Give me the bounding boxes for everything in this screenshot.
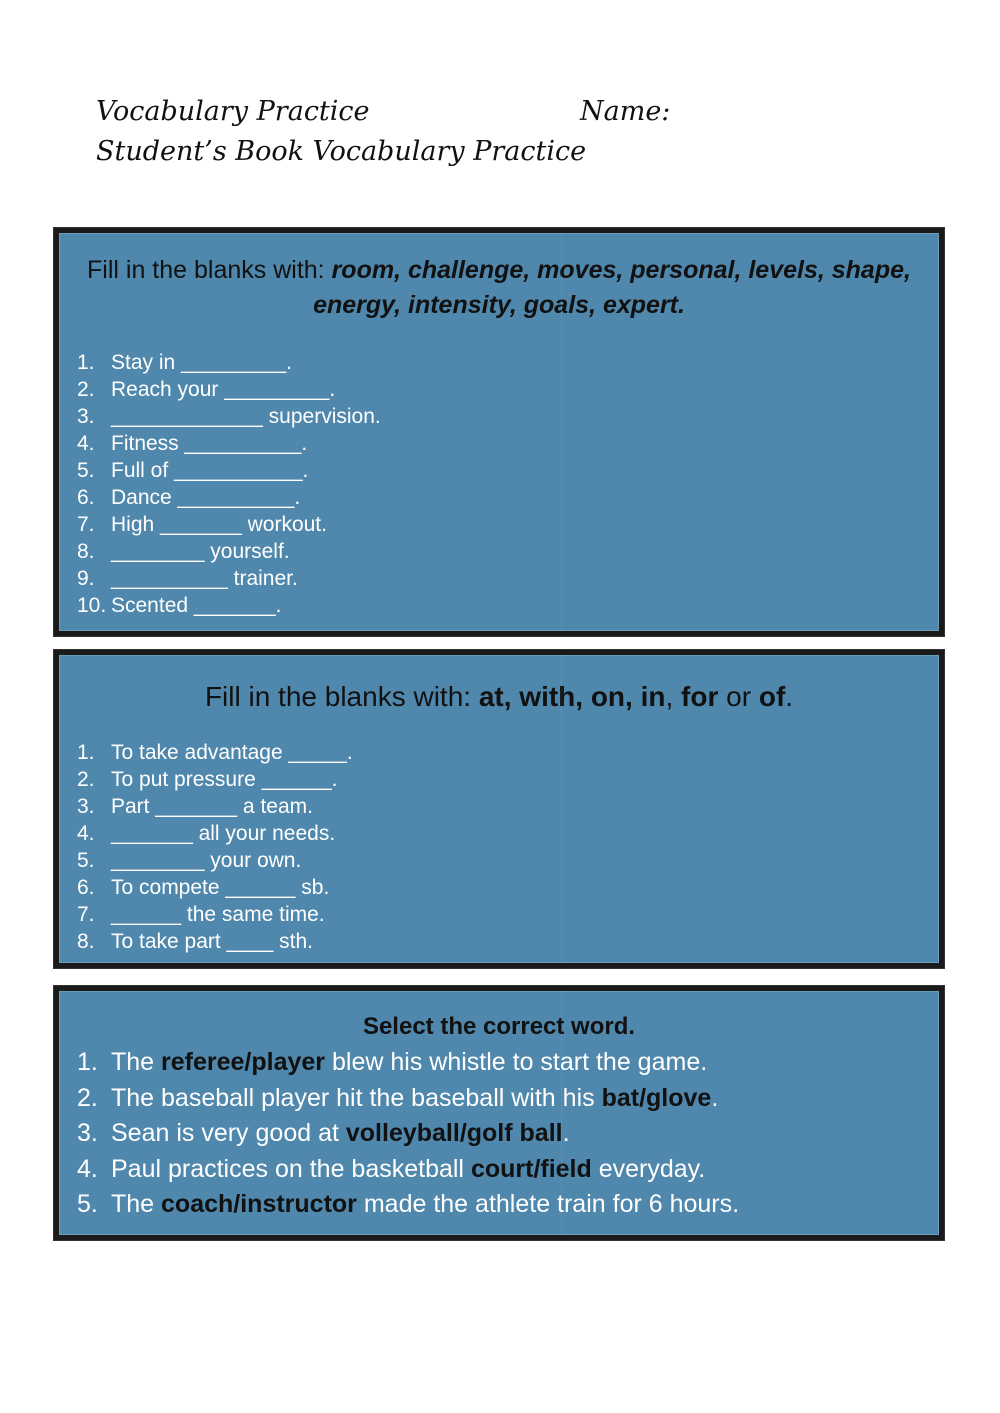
list-item: 1. The referee/player blew his whistle to start the game. bbox=[77, 1048, 708, 1076]
name-label: Name: bbox=[580, 96, 671, 127]
section2-instructions: Fill in the blanks with: at, with, on, in, for or of. bbox=[204, 681, 794, 712]
list-item: 2. Reach your _________. bbox=[77, 378, 336, 401]
list-item: 5. The coach/instructor made the athlete train for 6 hours. bbox=[77, 1190, 740, 1218]
section1-instructions bbox=[59, 253, 939, 323]
list-item: 6. To compete ______ sb. bbox=[77, 876, 330, 899]
list-item: 8. ________ yourself. bbox=[77, 540, 290, 563]
list-item: 1. To take advantage _____. bbox=[77, 741, 353, 764]
list-item: 4. Paul practices on the basketball court/field everyday. bbox=[77, 1154, 706, 1183]
list-item: 3. _____________ supervision. bbox=[77, 405, 381, 428]
section2-list bbox=[77, 739, 353, 955]
list-item: 6. Dance __________. bbox=[77, 486, 301, 509]
list-item: 2. To put pressure ______. bbox=[77, 768, 338, 791]
section1-list bbox=[77, 349, 381, 619]
section-vocabulary-panel bbox=[54, 228, 944, 636]
list-item: 10. Scented _______. bbox=[77, 594, 282, 617]
list-item: 3. Part _______ a team. bbox=[77, 795, 313, 818]
list-item: 7. High _______ workout. bbox=[77, 513, 327, 536]
section3-heading: Select the correct word. bbox=[362, 1013, 636, 1040]
section3-list bbox=[77, 1045, 739, 1223]
section1-prefix: Fill in the blanks with: bbox=[87, 256, 332, 284]
list-item: 4. _______ all your needs. bbox=[77, 822, 336, 845]
worksheet-title: Vocabulary Practice bbox=[96, 96, 370, 127]
list-item: 7. ______ the same time. bbox=[77, 903, 325, 926]
list-item: 1. Stay in _________. bbox=[77, 351, 292, 374]
list-item: 4. Fitness __________. bbox=[77, 432, 308, 455]
list-item: 8. To take part ____ sth. bbox=[77, 930, 313, 953]
section1-word-bank: room, challenge, moves, personal, levels, shape, energy, intensity, goals, expert. bbox=[313, 256, 911, 319]
list-item: 2. The baseball player hit the baseball with his bat/glove. bbox=[77, 1083, 719, 1112]
list-item: 5. ________ your own. bbox=[77, 849, 302, 872]
section-prepositions-panel bbox=[54, 650, 944, 968]
list-item: 9. __________ trainer. bbox=[77, 567, 298, 590]
section-select-word-panel bbox=[54, 986, 944, 1240]
list-item: 5. Full of ___________. bbox=[77, 459, 309, 482]
list-item: 3. Sean is very good at volleyball/golf ball. bbox=[77, 1119, 570, 1147]
worksheet-subtitle: Student’s Book Vocabulary Practice bbox=[96, 136, 587, 167]
